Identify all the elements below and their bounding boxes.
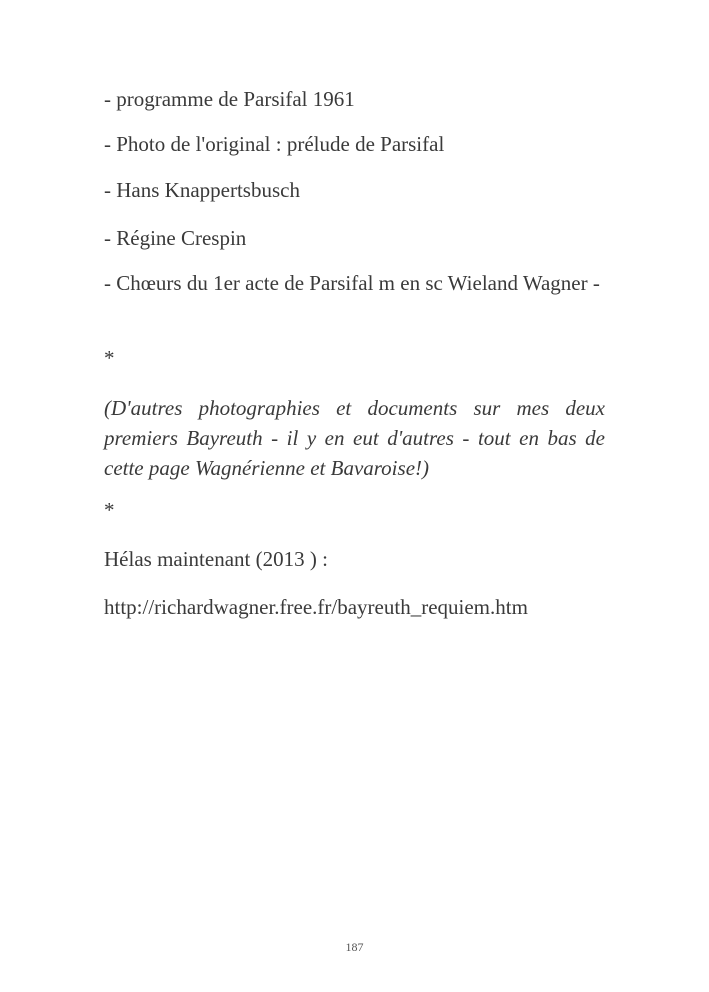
list-item-crespin: - Régine Crespin <box>104 226 247 250</box>
list-item-choeurs: - Chœurs du 1er acte de Parsifal m en sc Wieland Wagner - <box>104 271 600 295</box>
requiem-url: http://richardwagner.free.fr/bayreuth_requiem.htm <box>104 595 528 619</box>
alas-text: Hélas maintenant (2013 ) : <box>104 547 328 571</box>
page-number: 187 <box>345 940 364 954</box>
italic-note: (D'autres photographies et documents sur mes deux premiers Bayreuth - il y en eut d'autres - tout en bas de cette page Wagnérienne et Bavaroise!) <box>104 396 605 480</box>
list-item-knappertsbusch: - Hans Knappertsbusch <box>104 178 300 202</box>
separator-asterisk: * <box>104 498 115 522</box>
list-item-programme: - programme de Parsifal 1961 <box>104 87 355 111</box>
separator-asterisk: * <box>104 346 115 370</box>
list-item-photo-prelude: - Photo de l'original : prélude de Parsifal <box>104 132 445 156</box>
